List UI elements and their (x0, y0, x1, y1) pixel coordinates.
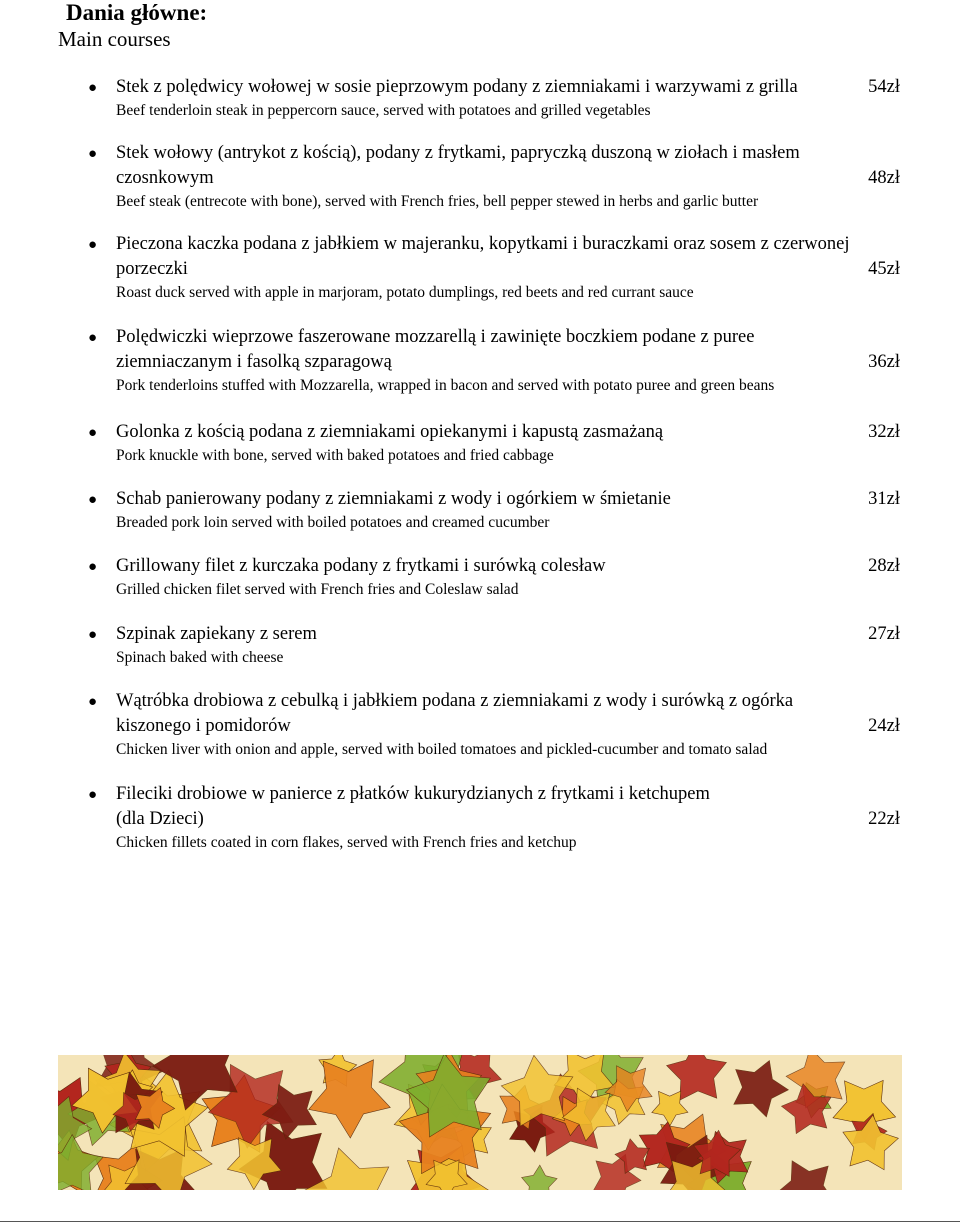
menu-item-name: Wątróbka drobiowa z cebulką i jabłkiem podana z ziemniakami z wody i surówką z ogórka (116, 691, 794, 711)
menu-item-price: 28zł (868, 556, 900, 576)
menu-item-price: 45zł (868, 259, 900, 279)
menu-item-name: (dla Dzieci) (116, 809, 204, 829)
menu-item-description: Breaded pork loin served with boiled potatoes and creamed cucumber (116, 514, 550, 531)
bullet-icon: ● (88, 694, 98, 710)
bullet-icon: ● (88, 237, 98, 253)
bullet-icon: ● (88, 492, 98, 508)
menu-item-price: 27zł (868, 624, 900, 644)
menu-item-price: 31zł (868, 489, 900, 509)
autumn-leaves-banner (58, 1055, 902, 1190)
bullet-icon: ● (88, 146, 98, 162)
menu-item-name: Pieczona kaczka podana z jabłkiem w majeranku, kopytkami i buraczkami oraz sosem z czerwonej (116, 234, 850, 254)
menu-item-description: Pork knuckle with bone, served with baked potatoes and fried cabbage (116, 447, 554, 464)
page-subtitle: Main courses (58, 27, 171, 51)
bottom-divider (0, 1221, 960, 1222)
menu-item-description: Beef tenderloin steak in peppercorn sauce, served with potatoes and grilled vegetables (116, 102, 651, 119)
bullet-icon: ● (88, 627, 98, 643)
menu-item-name: kiszonego i pomidorów (116, 716, 291, 736)
menu-item-name: Stek z polędwicy wołowej w sosie pieprzowym podany z ziemniakami i warzywami z grilla (116, 77, 798, 97)
menu-item-price: 48zł (868, 168, 900, 188)
menu-item-name: porzeczki (116, 259, 188, 279)
menu-item-description: Chicken liver with onion and apple, served with boiled tomatoes and pickled-cucumber and tomato salad (116, 741, 768, 758)
bullet-icon: ● (88, 787, 98, 803)
menu-item-name: Golonka z kością podana z ziemniakami opiekanymi i kapustą zasmażaną (116, 422, 664, 442)
menu-item-name: Fileciki drobiowe w panierce z płatków kukurydzianych z frytkami i ketchupem (116, 784, 710, 804)
menu-item-description: Grilled chicken filet served with French fries and Coleslaw salad (116, 581, 519, 598)
menu-item-description: Roast duck served with apple in marjoram, potato dumplings, red beets and red currant sauce (116, 284, 694, 301)
bullet-icon: ● (88, 80, 98, 96)
menu-item-name: Stek wołowy (antrykot z kością), podany z frytkami, papryczką duszoną w ziołach i masłem (116, 143, 800, 163)
menu-item-price: 32zł (868, 422, 900, 442)
menu-item-price: 22zł (868, 809, 900, 829)
menu-item-description: Pork tenderloins stuffed with Mozzarella, wrapped in bacon and served with potato puree and green beans (116, 377, 775, 394)
menu-item-description: Spinach baked with cheese (116, 649, 284, 666)
menu-item-name: Polędwiczki wieprzowe faszerowane mozzarellą i zawinięte boczkiem podane z puree (116, 327, 755, 347)
menu-item-description: Chicken fillets coated in corn flakes, served with French fries and ketchup (116, 834, 577, 851)
menu-item-price: 24zł (868, 716, 900, 736)
menu-item-description: Beef steak (entrecote with bone), served with French fries, bell pepper stewed in herbs and garlic butter (116, 193, 759, 210)
menu-item-price: 36zł (868, 352, 900, 372)
autumn-leaves-image (58, 1055, 902, 1190)
menu-item-name: Szpinak zapiekany z serem (116, 624, 317, 644)
menu-item-price: 54zł (868, 77, 900, 97)
menu-item-name: Schab panierowany podany z ziemniakami z wody i ogórkiem w śmietanie (116, 489, 671, 509)
menu-item-name: ziemniaczanym i fasolką szparagową (116, 352, 392, 372)
bullet-icon: ● (88, 425, 98, 441)
page-title: Dania główne: (66, 0, 208, 25)
menu-item-name: czosnkowym (116, 168, 214, 188)
bullet-icon: ● (88, 330, 98, 346)
menu-item-name: Grillowany filet z kurczaka podany z frytkami i surówką colesław (116, 556, 606, 576)
bullet-icon: ● (88, 559, 98, 575)
